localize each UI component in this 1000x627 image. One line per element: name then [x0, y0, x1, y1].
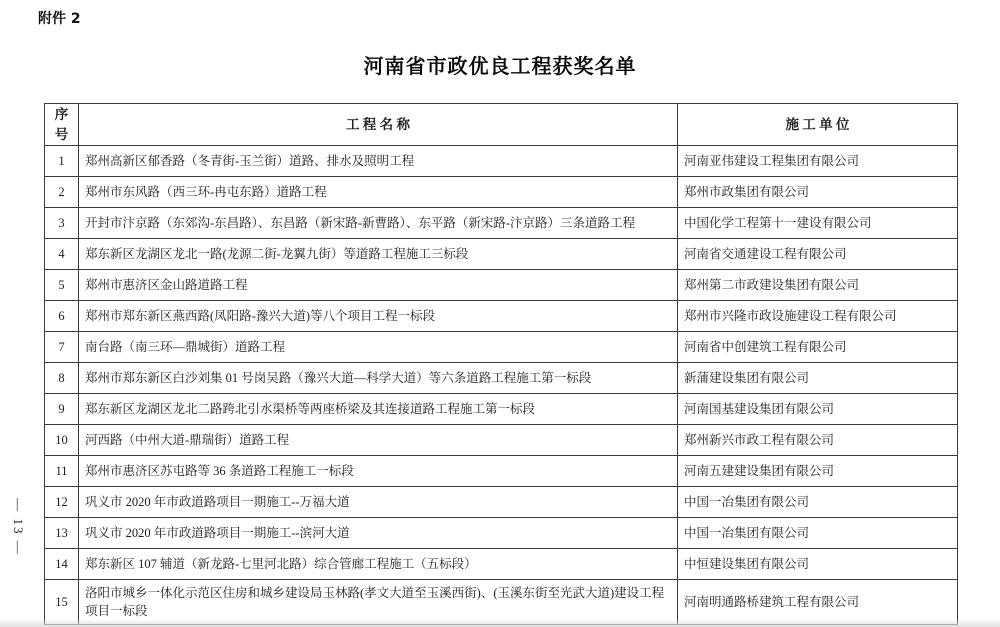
- attachment-label: 附件 2: [38, 11, 81, 27]
- project-name-cell: 郑州市东风路（西三环-冉屯东路）道路工程: [79, 177, 678, 208]
- unit-cell: 中国化学工程第十一建设有限公司: [678, 208, 958, 239]
- row-seq: 2: [45, 177, 79, 208]
- row-seq: 4: [45, 239, 79, 270]
- row-seq: 8: [45, 363, 79, 394]
- header-construction-unit: 施 工 单 位: [678, 104, 958, 146]
- table-row: [45, 332, 958, 363]
- row-seq: 12: [45, 487, 79, 518]
- unit-cell: 郑州市政集团有限公司: [678, 177, 958, 208]
- table-row: [45, 146, 958, 177]
- row-seq: 6: [45, 301, 79, 332]
- table-row: [45, 270, 958, 301]
- row-seq: 5: [45, 270, 79, 301]
- page-title: 河南省市政优良工程获奖名单: [363, 54, 637, 78]
- row-seq: 3: [45, 208, 79, 239]
- row-seq: 1: [45, 146, 79, 177]
- unit-cell: 郑州市兴隆市政设施建设工程有限公司: [678, 301, 958, 332]
- row-seq: 10: [45, 425, 79, 456]
- project-name-cell: 郑东新区龙湖区龙北二路跨北引水渠桥等两座桥梁及其连接道路工程施工第一标段: [79, 394, 678, 425]
- project-name-cell: 河西路（中州大道-鼎瑞街）道路工程: [79, 425, 678, 456]
- project-name-cell: 洛阳市城乡一体化示范区住房和城乡建设局玉林路(孝文大道至玉溪西街)、(玉溪东街至光武大道)建设工程项目一标段: [79, 580, 678, 625]
- table-row: [45, 518, 958, 549]
- unit-cell: 河南省交通建设工程有限公司: [678, 239, 958, 270]
- unit-cell: 河南明通路桥建筑工程有限公司: [678, 580, 958, 625]
- page-bottom-shadow: [0, 619, 1000, 627]
- unit-cell: 河南亚伟建设工程集团有限公司: [678, 146, 958, 177]
- project-name-cell: 巩义市 2020 年市政道路项目一期施工--滨河大道: [79, 518, 678, 549]
- table-row: [45, 363, 958, 394]
- unit-cell: 中国一冶集团有限公司: [678, 487, 958, 518]
- unit-cell: 郑州新兴市政工程有限公司: [678, 425, 958, 456]
- table-header-row: [45, 104, 958, 146]
- table-row: [45, 549, 958, 580]
- project-name-cell: 郑东新区 107 辅道（新龙路-七里河北路）综合管廊工程施工（五标段）: [79, 549, 678, 580]
- header-seq: 序号: [45, 104, 79, 146]
- unit-cell: 河南国基建设集团有限公司: [678, 394, 958, 425]
- row-seq: 11: [45, 456, 79, 487]
- award-table: [44, 103, 958, 625]
- project-name-cell: 郑州市惠济区金山路道路工程: [79, 270, 678, 301]
- unit-cell: 新蒲建设集团有限公司: [678, 363, 958, 394]
- unit-cell: 郑州第二市政建设集团有限公司: [678, 270, 958, 301]
- project-name-cell: 开封市汴京路（东郊沟-东昌路）、东昌路（新宋路-新曹路）、东平路（新宋路-汴京路）三条道路工程: [79, 208, 678, 239]
- table-row: [45, 394, 958, 425]
- table-row: [45, 487, 958, 518]
- header-project-name: 工 程 名 称: [79, 104, 678, 146]
- row-seq: 14: [45, 549, 79, 580]
- row-seq: 15: [45, 580, 79, 625]
- project-name-cell: 郑州市郑东新区燕西路(凤阳路-豫兴大道)等八个项目工程一标段: [79, 301, 678, 332]
- project-name-cell: 巩义市 2020 年市政道路项目一期施工--万福大道: [79, 487, 678, 518]
- table-row: [45, 239, 958, 270]
- project-name-cell: 南台路（南三环—鼎城街）道路工程: [79, 332, 678, 363]
- unit-cell: 中国一冶集团有限公司: [678, 518, 958, 549]
- page-number: — 13 —: [11, 498, 26, 556]
- table-row: [45, 208, 958, 239]
- table-row: [45, 177, 958, 208]
- unit-cell: 中恒建设集团有限公司: [678, 549, 958, 580]
- project-name-cell: 郑州市郑东新区白沙刘集 01 号岗吴路（豫兴大道—科学大道）等六条道路工程施工第一标段: [79, 363, 678, 394]
- unit-cell: 河南省中创建筑工程有限公司: [678, 332, 958, 363]
- table-row: [45, 456, 958, 487]
- table-row: [45, 580, 958, 625]
- table-row: [45, 425, 958, 456]
- project-name-cell: 郑州高新区郁香路（冬青街-玉兰街）道路、排水及照明工程: [79, 146, 678, 177]
- row-seq: 7: [45, 332, 79, 363]
- project-name-cell: 郑州市惠济区苏屯路等 36 条道路工程施工一标段: [79, 456, 678, 487]
- project-name-cell: 郑东新区龙湖区龙北一路(龙源二街-龙翼九街）等道路工程施工三标段: [79, 239, 678, 270]
- row-seq: 13: [45, 518, 79, 549]
- row-seq: 9: [45, 394, 79, 425]
- table-row: [45, 301, 958, 332]
- unit-cell: 河南五建建设集团有限公司: [678, 456, 958, 487]
